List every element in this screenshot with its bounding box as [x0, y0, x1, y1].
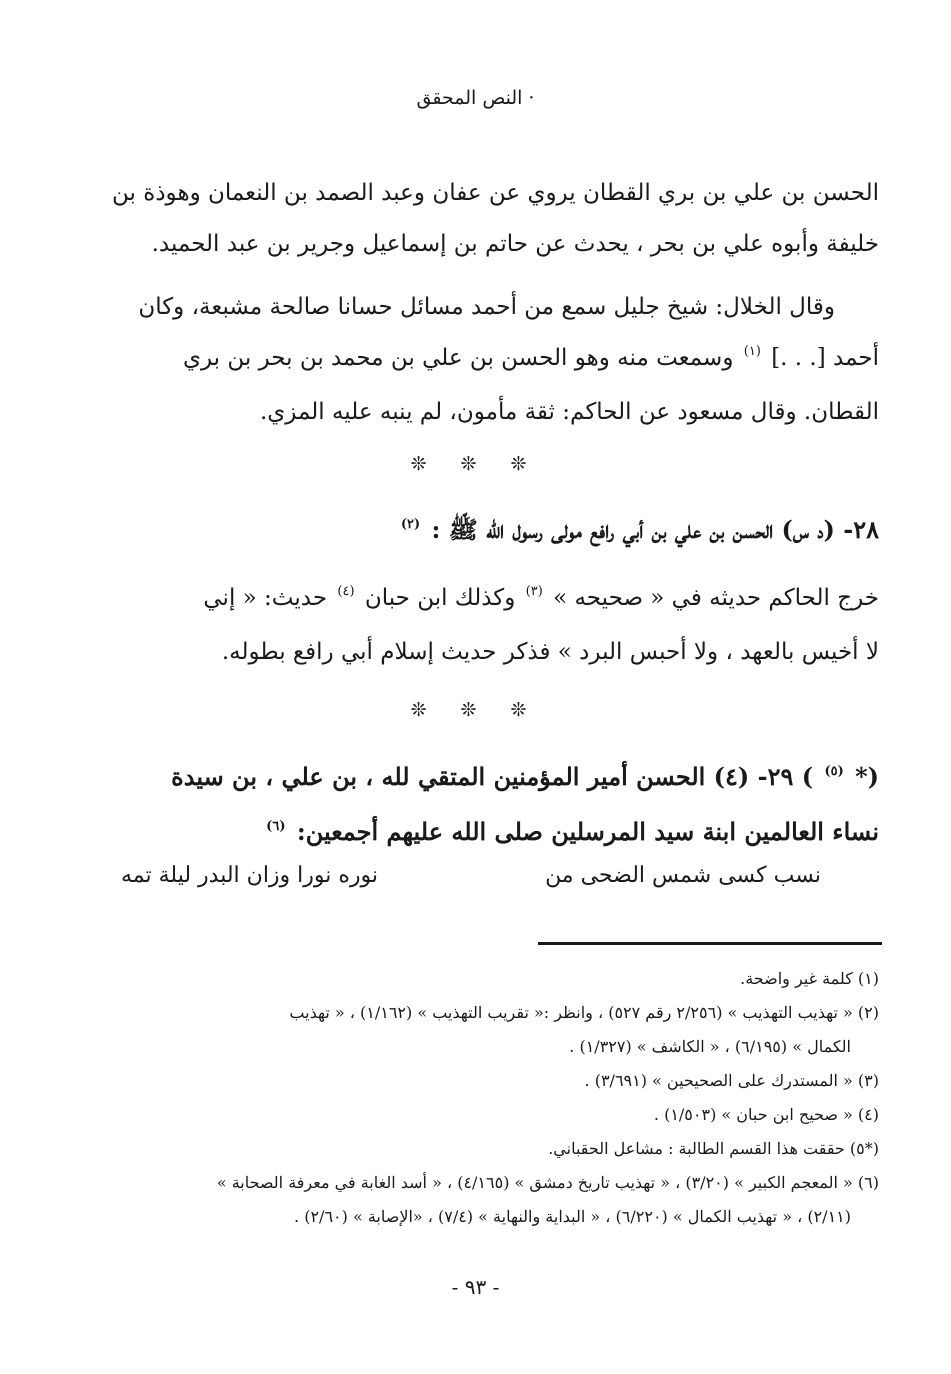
text-line: الحسن بن علي بن بري القطان يروي عن عفان وعبد الصمد بن النعمان وهوذة بن	[112, 180, 879, 206]
text-fragment: ) ٢٩- (٤) الحسن أمير المؤمنين المتقي لله ، بن علي ، بن سيدة	[171, 762, 814, 791]
text-fragment: نساء العالمين ابنة سيد المرسلين صلى الله عليهم أجمعين:	[296, 817, 879, 846]
text-line: القطان. وقال مسعود عن الحاكم: ثقة مأمون، لم ينبه عليه المزي.	[259, 399, 879, 425]
entry-28-body	[109, 573, 879, 678]
footnote-ref[interactable]: (٦)	[266, 819, 286, 834]
text-line: وقال الخلال: شيخ جليل سمع من أحمد مسائل حسانا صالحة مشبعة، وكان	[138, 294, 835, 320]
footnote-4: (٤) « صحيح ابن حبان » (١/٥٠٣) .	[653, 1105, 879, 1124]
text-line	[109, 333, 879, 387]
footnote-6-continuation: (٢/١١) ، « تهذيب الكمال » (٦/٢٢٠) ، « البداية والنهاية » (٧/٤) ، «الإصابة » (٢/٦٠) .	[294, 1207, 851, 1226]
text-fragment: وسمعت منه وهو الحسن بن علي بن محمد بن بحر بن بري	[182, 345, 734, 371]
footnote-3: (٣) « المستدرك على الصحيحين » (٣/٦٩١) .	[584, 1071, 879, 1090]
page-number: - ٩٣ -	[451, 1275, 500, 1299]
footnote-5: (*٥) حققت هذا القسم الطالبة : مشاعل الحقباني.	[548, 1139, 879, 1158]
verse-second-hemistich: نوره نورا وزان البدر ليلة تمه	[121, 863, 379, 888]
footnote-2: (٢) « تهذيب التهذيب » (٢/٢٥٦ رقم ٥٢٧) ، وانظر :« تقريب التهذيب » (١/١٦٢) ، « تهذيب	[289, 1003, 879, 1022]
text-line: خليفة وأبوه علي بن بحر ، يحدث عن حاتم بن إسماعيل وجرير بن عبد الحميد.	[151, 231, 879, 257]
footnotes-section	[109, 962, 879, 1234]
footnote-ref[interactable]: (٢)	[400, 517, 421, 532]
entry-29-heading	[109, 752, 879, 862]
text-fragment: أحمد [. . .]	[771, 345, 879, 371]
footnote-ref[interactable]: (١)	[743, 344, 761, 359]
heading-text: ٢٨- (د س) الحسن بن علي بن أبي رافع مولى رسول الله ﷺ :	[431, 515, 879, 544]
text-line: لا أخيس بالعهد ، ولا أحبس البرد » فذكر حديث إسلام أبي رافع بطوله.	[221, 639, 879, 665]
text-fragment: وكذلك ابن حبان	[364, 585, 516, 611]
heading-line	[109, 807, 879, 862]
footnote-ref[interactable]: (٤)	[337, 584, 355, 599]
footnote-divider	[538, 942, 882, 945]
footnote-ref[interactable]: (٣)	[525, 584, 543, 599]
section-separator: ❊ ❊ ❊	[410, 453, 541, 475]
heading-line	[109, 752, 879, 807]
poetry-verse	[121, 856, 821, 896]
text-fragment: خرج الحاكم حديثه في « صحيحه »	[553, 585, 879, 611]
verse-first-hemistich: نسب كسى شمس الضحى من	[545, 863, 821, 888]
text-line	[109, 573, 879, 627]
running-header: · النص المحقق	[416, 87, 535, 109]
text-fragment: (*	[855, 762, 879, 791]
section-separator: ❊ ❊ ❊	[410, 699, 541, 721]
entry-28-heading	[109, 505, 879, 560]
footnote-6: (٦) « المعجم الكبير » (٣/٢٠) ، « تهذيب تاريخ دمشق » (٤/١٦٥) ، « أسد الغابة في معرفة الصحابة »	[216, 1173, 879, 1192]
text-fragment: حديث: « إني	[203, 585, 328, 611]
footnote-1: (١) كلمة غير واضحة.	[740, 969, 879, 988]
entry-27-continuation	[109, 168, 879, 270]
khallal-paragraph	[109, 282, 879, 438]
footnote-ref[interactable]: (٥)	[824, 764, 844, 779]
footnote-2-continuation: الكمال » (٦/١٩٥) ، « الكاشف » (١/٣٢٧) .	[569, 1037, 851, 1056]
